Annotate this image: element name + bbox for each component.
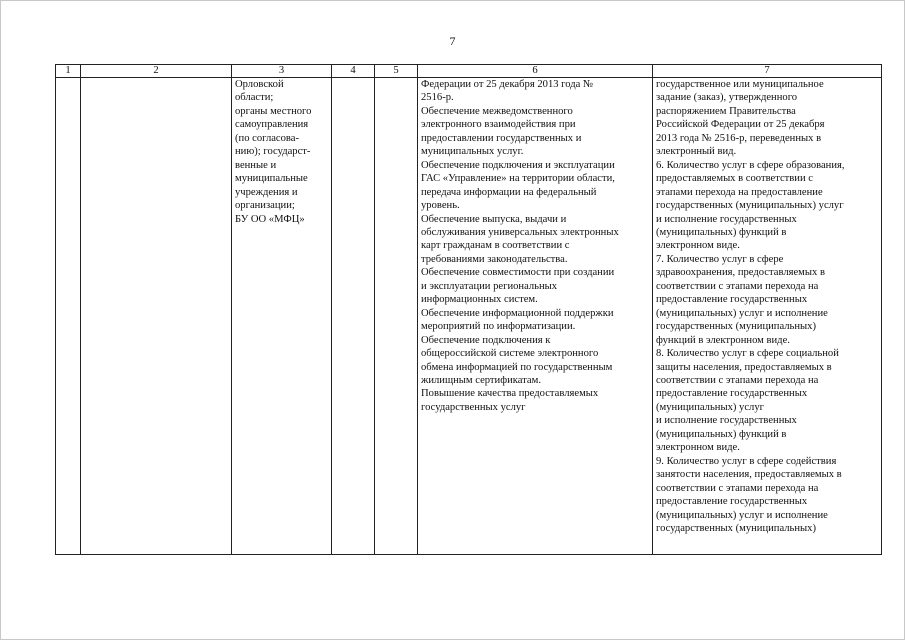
indicators-text: государственное или муниципальное задание (заказ), утвержденного распоряжением Правительства Российской Федерации от 25 декабря 2013 года № 2516-р, переведенных в электронный вид. 6. Количество услуг в сфере образования, предоставляемых в соответствии с этапами перехода на предоставление государственных (муниципальных) услуг и исполнение государственных (муниципальных) функций в электронном виде. 7. Количество услуг в сфере здравоохранения, предоставляемых в соответствии с этапами перехода на предоставление государственных (муниципальных) услуг и исполнение государственных (муниципальных) функций в электронном виде. 8. Количество услуг в сфере социальной защиты населения, предоставляемых в соответствии с этапами перехода на предоставление государственных (муниципальных) услуг и исполнение государственных (муниципальных) функций в электронном виде. 9. Количество услуг в сфере содействия занятости населения, предоставляемых в соответствии с этапами перехода на предоставление государственных (муниципальных) услуг и исполнение государственных (муниципальных) [656, 79, 845, 534]
column-header-2: 2 [81, 65, 232, 78]
cell-col4 [332, 78, 375, 555]
column-header-5: 5 [375, 65, 418, 78]
page-number: 7 [449, 34, 456, 48]
cell-col1 [56, 78, 81, 555]
cell-responsible-executors [232, 78, 332, 555]
column-header-1: 1 [56, 65, 81, 78]
column-header-3: 3 [232, 65, 332, 78]
responsible-executors-text: Орловской области; органы местного самоуправления (по согласова- нию); государст- венные и муниципальные учреждения и организации; БУ ОО «МФЦ» [235, 79, 312, 225]
header-row [56, 65, 882, 78]
column-header-7: 7 [653, 65, 882, 78]
activities-text: Федерации от 25 декабря 2013 года № 2516-р. Обеспечение межведомственного электронного взаимодействия при предоставлении государственных и муниципальных услуг. Обеспечение подключения и эксплуатации ГАС «Управление» на территории области, передача информации на федеральный уровень. Обеспечение выпуска, выдачи и обслуживания универсальных электронных карт гражданам в соответствии с требованиями законодательства. Обеспечение совместимости при создании и эксплуатации региональных информационных систем. Обеспечение информационной поддержки мероприятий по информатизации. Обеспечение подключения к общероссийской системе электронного обмена информацией по государственным жилищным сертификатам. Повышение качества предоставляемых государственных услуг [421, 79, 619, 413]
document-table [55, 64, 882, 555]
cell-indicators [653, 78, 882, 555]
table-row [56, 78, 882, 555]
cell-col2 [81, 78, 232, 555]
cell-col5 [375, 78, 418, 555]
column-header-6: 6 [418, 65, 653, 78]
column-header-4: 4 [332, 65, 375, 78]
cell-activities [418, 78, 653, 555]
